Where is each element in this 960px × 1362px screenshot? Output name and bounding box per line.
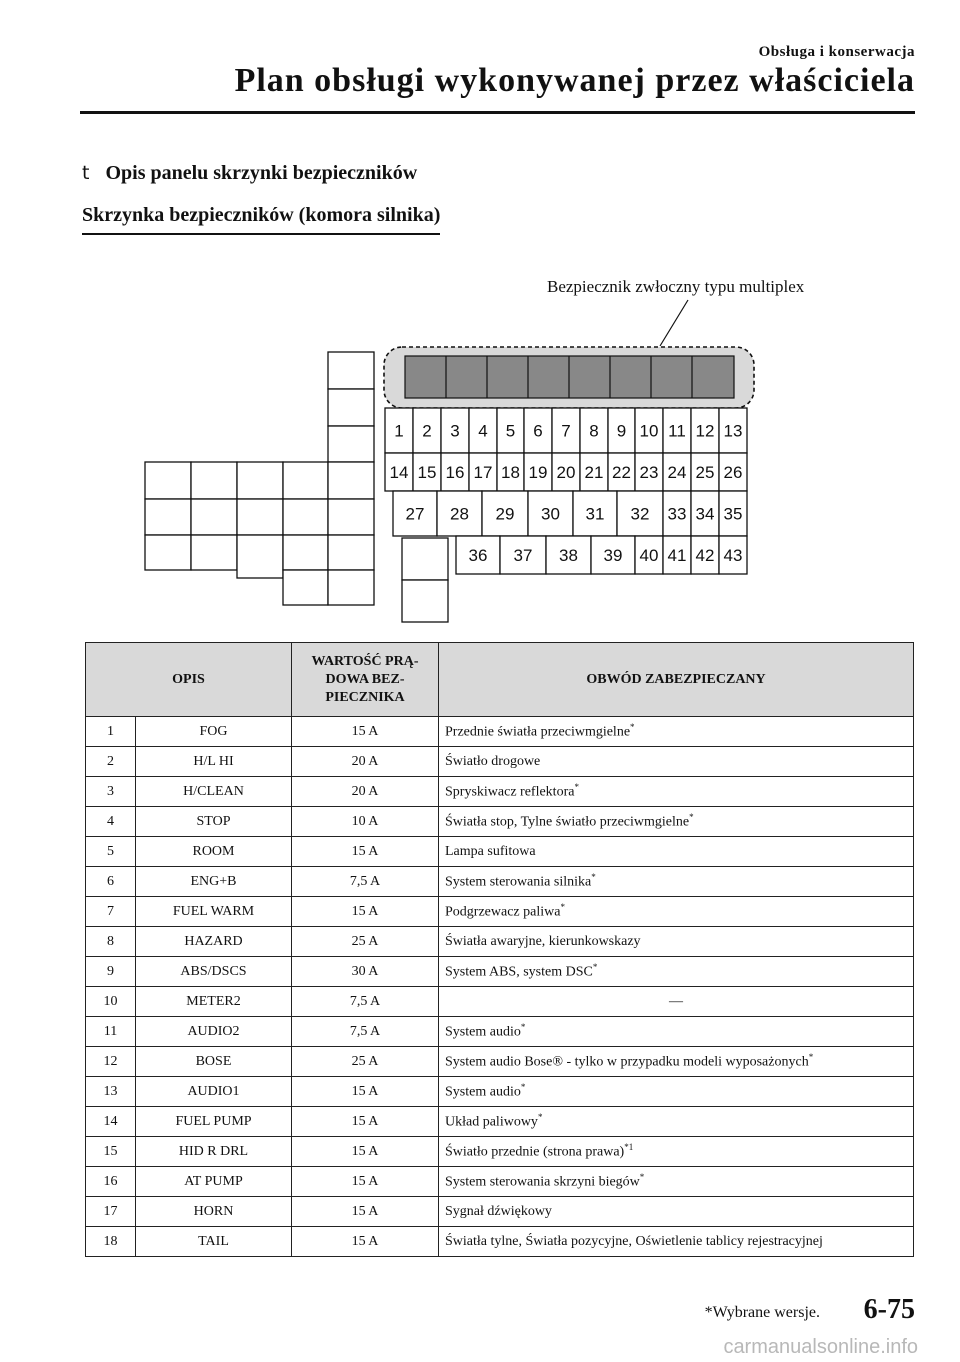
fuse-number-label: 37 [513, 546, 533, 565]
fuse-description-cell [136, 1197, 292, 1227]
fuse-number-cell-text: 10 [103, 993, 118, 1009]
fuse-number-cell [86, 717, 136, 747]
fuse-number-label: 7 [561, 421, 571, 441]
fuse-number-cell-text: 8 [107, 933, 114, 949]
table-row [86, 1227, 914, 1257]
fuse-description-cell [136, 867, 292, 897]
protected-circuit-cell [439, 957, 914, 987]
watermark: carmanualsonline.info [723, 1336, 918, 1358]
header-rating-line1: WARTOŚĆ PRĄ- [311, 653, 419, 669]
fuse-rating-cell-text: 7,5 A [349, 1023, 381, 1039]
fuse-description-cell-text: METER2 [186, 993, 241, 1009]
protected-circuit-cell-text: Światła stop, Tylne światło przeciwmgielne [445, 814, 690, 830]
protected-circuit-cell [439, 1047, 914, 1077]
fuse-number-label: 16 [445, 463, 465, 482]
fuse-rating-cell [292, 1167, 439, 1197]
fuse-number-label: 33 [667, 504, 687, 524]
protected-circuit-cell [439, 837, 914, 867]
table-row [86, 1197, 914, 1227]
fuse-rating-cell [292, 987, 439, 1017]
fuse-number-cell [86, 867, 136, 897]
fuse-description-cell-text: H/L HI [193, 753, 234, 769]
fuse-number-cell [86, 807, 136, 837]
fuse-rating-cell [292, 1047, 439, 1077]
fuse-number-cell-text: 1 [107, 723, 114, 739]
page-number: 6-75 [863, 1294, 915, 1325]
protected-circuit-cell [439, 1017, 914, 1047]
left-relay-block [145, 352, 374, 605]
fuse-rating-cell-text: 7,5 A [349, 873, 381, 889]
fuse-rating-cell [292, 1197, 439, 1227]
fuse-description-cell-text: ENG+B [190, 873, 237, 889]
fuse-number-label: 10 [639, 421, 659, 441]
fuse-number-label: 35 [723, 504, 743, 524]
fuse-number-cell-text: 5 [107, 843, 114, 859]
fuse-rating-cell-text: 15 A [351, 1143, 379, 1159]
protected-circuit-cell [439, 1107, 914, 1137]
protected-circuit-cell-text: Lampa sufitowa [445, 843, 536, 859]
fuse-number-label: 41 [667, 546, 687, 565]
fuse-description-cell-text: HORN [193, 1203, 234, 1219]
fuse-number-label: 26 [723, 463, 743, 482]
fuse-description-cell-text: H/CLEAN [183, 783, 244, 799]
page-title: Plan obsługi wykonywanej przez właściciela [234, 62, 915, 99]
table-row [86, 897, 914, 927]
protected-circuit-cell [439, 747, 914, 777]
protected-circuit-cell [439, 1167, 914, 1197]
fuse-number-label: 20 [556, 463, 576, 482]
fuse-number-cell-text: 13 [103, 1083, 118, 1099]
footnote-mark: * [592, 962, 598, 973]
fuse-number-cell-text: 2 [107, 753, 114, 769]
fuse-description-cell [136, 807, 292, 837]
protected-circuit-cell [439, 897, 914, 927]
fuse-number-cell [86, 1047, 136, 1077]
protected-circuit-cell [439, 867, 914, 897]
fuse-number-label: 42 [695, 546, 715, 565]
fuse-number-cell-text: 7 [107, 903, 114, 919]
protected-circuit-cell [439, 807, 914, 837]
fuse-rating-cell-text: 30 A [351, 963, 379, 979]
fuse-number-label: 27 [405, 504, 425, 524]
fuse-description-cell [136, 897, 292, 927]
header-desc: OPIS [86, 643, 292, 717]
protected-circuit-cell [439, 717, 914, 747]
fuse-number-label: 43 [723, 546, 743, 565]
fuse-rating-cell-text: 15 A [351, 843, 379, 859]
fuse-table [85, 642, 914, 1257]
fuse-number-cell-text: 12 [103, 1053, 118, 1069]
table-row [86, 747, 914, 777]
footnote: *Wybrane wersje. [704, 1304, 820, 1321]
fuse-rating-cell [292, 1137, 439, 1167]
fuse-rating-cell [292, 927, 439, 957]
table-row [86, 957, 914, 987]
table-row [86, 987, 914, 1017]
small-relay-block [402, 538, 448, 622]
protected-circuit-cell [439, 777, 914, 807]
subheading: Skrzynka bezpieczników (komora silnika) [82, 204, 440, 235]
footnote-mark: * [689, 812, 694, 823]
fuse-number-label: 19 [528, 463, 548, 482]
fuse-number-cell-text: 15 [103, 1143, 118, 1159]
fuse-number-cell [86, 747, 136, 777]
footnote-mark: * [808, 1052, 814, 1063]
table-row [86, 837, 914, 867]
fuse-rating-cell-text: 15 A [351, 903, 379, 919]
table-row [86, 1017, 914, 1047]
fuse-number-cell [86, 1197, 136, 1227]
fuse-description-cell [136, 1077, 292, 1107]
fuse-number-label: 23 [639, 463, 659, 482]
fuse-rating-cell-text: 15 A [351, 1113, 379, 1129]
fuse-description-cell [136, 987, 292, 1017]
fuse-description-cell-text: STOP [196, 813, 231, 829]
protected-circuit-cell-text: System audio [445, 1024, 521, 1040]
fuse-description-cell [136, 1107, 292, 1137]
fuse-description-cell-text: TAIL [198, 1233, 229, 1249]
fuse-description-cell-text: AUDIO2 [187, 1023, 240, 1039]
fuse-rating-cell-text: 15 A [351, 1233, 379, 1249]
fuse-rating-cell [292, 747, 439, 777]
fuse-number-cell [86, 1017, 136, 1047]
fuse-number-label: 24 [667, 463, 687, 482]
fuse-rating-cell [292, 717, 439, 747]
protected-circuit-cell [439, 1077, 914, 1107]
footnote-mark: * [630, 722, 635, 733]
fuse-number-cell [86, 957, 136, 987]
table-row [86, 1047, 914, 1077]
fuse-description-cell-text: ABS/DSCS [180, 963, 247, 979]
fuse-number-label: 38 [559, 546, 578, 565]
fuse-number-label: 29 [495, 504, 515, 524]
protected-circuit-cell-text: Światło przednie (strona prawa) [445, 1144, 625, 1160]
fuse-rating-cell [292, 837, 439, 867]
footnote-mark: *1 [624, 1142, 634, 1153]
fuse-description-cell [136, 1047, 292, 1077]
table-row [86, 1167, 914, 1197]
fuse-number-cell [86, 1077, 136, 1107]
fuse-description-cell [136, 777, 292, 807]
fuse-number-label: 32 [630, 504, 650, 524]
fuse-description-cell-text: BOSE [195, 1053, 232, 1069]
fuse-number-label: 9 [616, 421, 627, 441]
fuse-number-cell [86, 837, 136, 867]
protected-circuit-cell [439, 987, 914, 1017]
fuse-rating-cell-text: 25 A [351, 1053, 379, 1069]
protected-circuit-cell-text: System audio Bose® - tylko w przypadku modeli wyposażonych [445, 1054, 809, 1070]
fuse-rating-cell-text: 15 A [351, 1203, 379, 1219]
fuse-rating-cell-text: 25 A [351, 933, 379, 949]
table-row [86, 807, 914, 837]
footnote-mark: * [520, 1022, 526, 1033]
fuse-description-cell-text: FUEL WARM [172, 903, 255, 919]
fuse-number-label: 1 [394, 421, 404, 441]
fuse-rating-cell-text: 15 A [351, 1173, 379, 1189]
fuse-description-cell-text: FOG [199, 723, 228, 739]
fuse-description-cell [136, 1017, 292, 1047]
fuse-number-label: 30 [541, 504, 560, 524]
fuse-number-label: 12 [695, 421, 715, 441]
protected-circuit-cell-text: System audio [445, 1084, 521, 1100]
fuse-number-cell-text: 14 [103, 1113, 118, 1129]
fuse-number-label: 39 [603, 546, 623, 565]
fuse-number-label: 25 [695, 463, 715, 482]
protected-circuit-cell-text: Układ paliwowy [445, 1114, 538, 1130]
fuse-number-cell [86, 987, 136, 1017]
fuse-rating-cell [292, 1077, 439, 1107]
fuse-number-cell-text: 9 [107, 963, 114, 979]
fuse-rating-cell-text: 10 A [351, 813, 379, 829]
footnote-mark: * [537, 1112, 543, 1123]
fuse-number-label: 6 [533, 421, 543, 441]
table-row [86, 1107, 914, 1137]
protected-circuit-cell-text: Przednie światła przeciwmgielne [445, 724, 631, 740]
fuse-rating-cell-text: 20 A [351, 753, 379, 769]
fuse-rating-cell [292, 1227, 439, 1257]
fuse-number-label: 2 [422, 421, 432, 441]
footnote-mark: * [560, 902, 565, 913]
fuse-number-cell [86, 1107, 136, 1137]
table-row [86, 777, 914, 807]
table-header-row [86, 643, 914, 717]
fuse-rating-cell [292, 777, 439, 807]
fuse-number-label: 11 [668, 421, 686, 441]
fuse-number-cell [86, 1137, 136, 1167]
fuse-number-label: 21 [584, 463, 604, 482]
fuse-rating-cell [292, 807, 439, 837]
header-rating [292, 643, 439, 717]
fuse-rating-cell-text: 7,5 A [349, 993, 381, 1009]
table-row [86, 867, 914, 897]
fuse-description-cell [136, 747, 292, 777]
footnote-mark: * [591, 872, 596, 883]
heading-bullet-icon: t [82, 162, 90, 184]
fuse-number-cell-text: 18 [103, 1233, 118, 1249]
fuse-number-cell-text: 11 [103, 1023, 118, 1039]
heading-text: Opis panelu skrzynki bezpieczników [105, 162, 418, 184]
protected-circuit-cell [439, 1227, 914, 1257]
fuse-number-label: 4 [478, 421, 488, 441]
protected-circuit-cell-text: Sygnał dźwiękowy [445, 1203, 552, 1219]
protected-circuit-cell-text: Światła awaryjne, kierunkowskazy [445, 933, 641, 949]
fuse-rating-cell-text: 20 A [351, 783, 379, 799]
footnote-mark: * [574, 782, 579, 793]
fuse-description-cell-text: ROOM [192, 843, 235, 859]
fuse-description-cell [136, 1227, 292, 1257]
fuse-description-cell [136, 1167, 292, 1197]
fuse-number-label: 18 [501, 463, 520, 482]
fuse-number-cell-text: 6 [107, 873, 114, 889]
fuse-number-label: 3 [450, 421, 460, 441]
fuse-number-cell [86, 897, 136, 927]
fuse-rating-cell-text: 15 A [351, 723, 379, 739]
fuse-number-label: 34 [695, 504, 715, 524]
fuse-description-cell [136, 927, 292, 957]
section-label: Obsługa i konserwacja [758, 44, 915, 60]
fuse-number-cell [86, 777, 136, 807]
protected-circuit-cell-text: System sterowania silnika [445, 874, 592, 890]
table-row [86, 1137, 914, 1167]
table-row [86, 927, 914, 957]
protected-circuit-cell [439, 927, 914, 957]
fuse-number-label: 17 [473, 463, 493, 482]
callout-line [660, 300, 688, 346]
fuse-number-label: 36 [468, 546, 488, 565]
fuse-number-label: 5 [505, 421, 516, 441]
fuse-number-cell-text: 4 [107, 813, 114, 829]
fuse-description-cell-text: AUDIO1 [187, 1083, 240, 1099]
protected-circuit-cell [439, 1197, 914, 1227]
fuse-number-cell-text: 17 [103, 1203, 118, 1219]
fuse-number-label: 22 [612, 463, 631, 482]
fuse-description-cell [136, 717, 292, 747]
fuse-box-diagram [0, 0, 960, 640]
fuse-rating-cell-text: 15 A [351, 1083, 379, 1099]
fuse-rating-cell [292, 1107, 439, 1137]
fuse-number-cell-text: 3 [107, 783, 114, 799]
protected-circuit-cell-text: Podgrzewacz paliwa [445, 904, 561, 920]
protected-circuit-cell-text: Spryskiwacz reflektora [445, 784, 575, 800]
table-row [86, 1077, 914, 1107]
fuse-rating-cell [292, 1017, 439, 1047]
fuse-number-cell [86, 1167, 136, 1197]
callout-label: Bezpiecznik zwłoczny typu multiplex [547, 277, 805, 296]
fuse-rating-cell [292, 867, 439, 897]
fuse-number-label: 15 [417, 463, 437, 482]
fuse-rating-cell [292, 897, 439, 927]
header-rating-line2: DOWA BEZ- [325, 671, 405, 687]
protected-circuit-cell-text: Światło drogowe [445, 753, 541, 769]
protected-circuit-cell-text: ― [669, 993, 683, 1009]
fuse-description-cell-text: HAZARD [184, 933, 243, 949]
fuse-description-cell [136, 837, 292, 867]
protected-circuit-cell-text: System ABS, system DSC [445, 964, 593, 980]
fuse-number-label: 8 [589, 421, 599, 441]
fuse-number-cell [86, 927, 136, 957]
footnote-mark: * [520, 1082, 526, 1093]
footnote-mark: * [639, 1172, 645, 1183]
protected-circuit-cell-text: Światła tylne, Światła pozycyjne, Oświetlenie tablicy rejestracyjnej [445, 1233, 823, 1249]
fuse-description-cell-text: FUEL PUMP [175, 1113, 252, 1129]
protected-circuit-cell-text: System sterowania skrzyni biegów [445, 1174, 640, 1190]
fuse-number-label: 40 [639, 546, 659, 565]
fuse-description-cell [136, 957, 292, 987]
fuse-number-label: 31 [585, 504, 605, 524]
header-circuit: OBWÓD ZABEZPIECZANY [439, 643, 914, 717]
header-rating-line3: PIECZNIKA [325, 689, 405, 705]
fuse-number-label: 14 [389, 463, 409, 482]
fuse-rating-cell [292, 957, 439, 987]
protected-circuit-cell [439, 1137, 914, 1167]
fuse-number-label: 13 [723, 421, 743, 441]
fuse-number-cell-text: 16 [103, 1173, 118, 1189]
multiplex-fuse [384, 347, 754, 408]
fuse-number-cell [86, 1227, 136, 1257]
fuse-number-label: 28 [450, 504, 469, 524]
table-row [86, 717, 914, 747]
fuse-description-cell-text: HID R DRL [178, 1143, 249, 1159]
fuse-description-cell-text: AT PUMP [184, 1173, 243, 1189]
fuse-description-cell [136, 1137, 292, 1167]
